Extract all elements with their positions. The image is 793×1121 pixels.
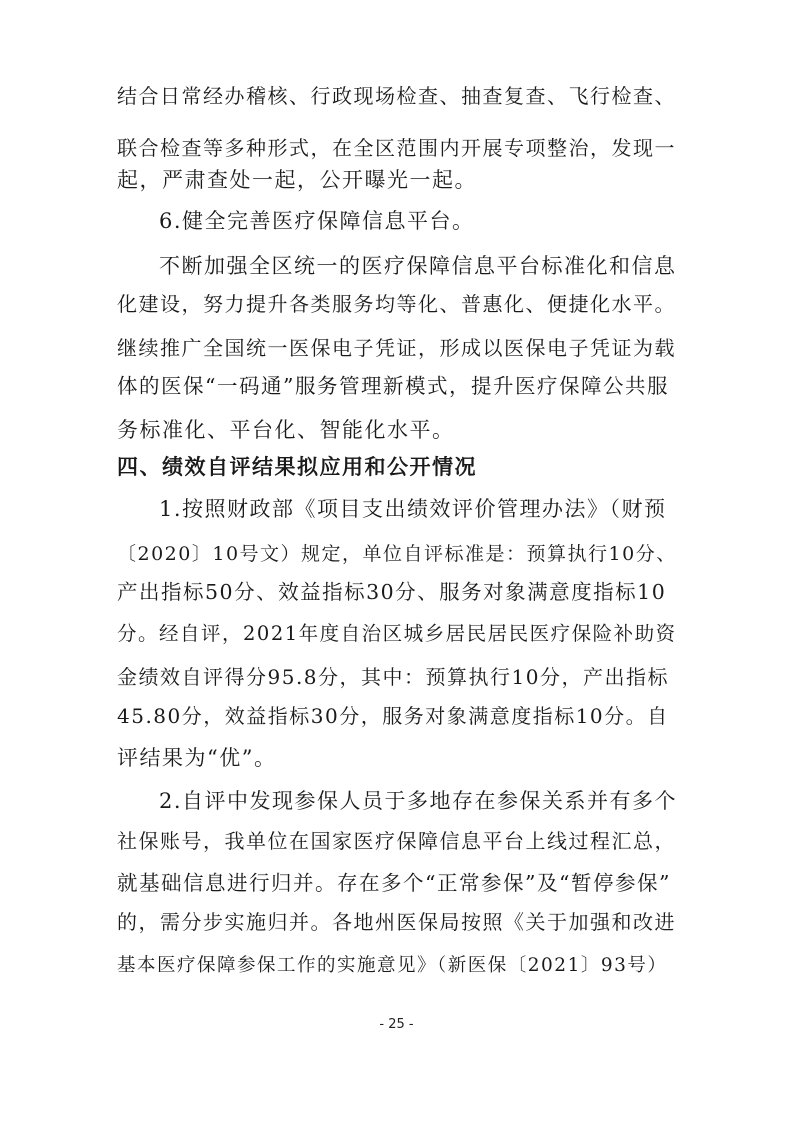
body-text-line: 化建设，努力提升各类服务均等化、普惠化、便捷化水平。 [117, 292, 676, 316]
body-text-line: 产出指标50分、效益指标30分、服务对象满意度指标10 [117, 580, 667, 604]
section-subheading: 6.健全完善医疗保障信息平台。 [159, 209, 475, 233]
body-text-line: 结合日常经办稽核、行政现场检查、抽查复查、飞行检查、 [117, 84, 676, 108]
body-text-line: 1.按照财政部《项目支出绩效评价管理办法》（财预 [159, 497, 667, 521]
body-text-line: 评结果为“优”。 [117, 746, 277, 770]
page-number: - 25 - [379, 1017, 414, 1032]
body-text-line: 45.80分，效益指标30分，服务对象满意度指标10分。自 [117, 704, 669, 728]
body-text-line: 的，需分步实施归并。各地州医保局按照《关于加强和改进 [117, 910, 676, 934]
body-text-line: 不断加强全区统一的医疗保障信息平台标准化和信息 [159, 254, 677, 278]
body-text-line: 2.自评中发现参保人员于多地存在参保关系并有多个 [159, 789, 677, 813]
section-heading: 四、绩效自评结果拟应用和公开情况 [117, 454, 477, 479]
body-text-line: 分。经自评，2021年度自治区城乡居民居民医疗保险补助资 [117, 622, 677, 645]
body-text-line: 基本医疗保障参保工作的实施意见》（新医保〔2021〕93号） [117, 955, 668, 976]
body-text-line: 联合检查等多种形式，在全区范围内开展专项整治，发现一 [117, 136, 676, 160]
body-text-line: 起，严肃查处一起，公开曝光一起。 [117, 168, 477, 192]
body-text-line: 就基础信息进行归并。存在多个“正常参保”及“暂停参保” [117, 871, 671, 895]
body-text-line: 务标准化、平台化、智能化水平。 [117, 418, 455, 442]
body-text-line: 金绩效自评得分95.8分，其中：预算执行10分，产出指标 [117, 665, 669, 689]
body-text-line: 〔2020〕10号文）规定，单位自评标准是：预算执行10分、 [117, 543, 677, 565]
body-text-line: 继续推广全国统一医保电子凭证，形成以医保电子凭证为载 [117, 336, 676, 360]
body-text-line: 社保账号，我单位在国家医疗保障信息平台上线过程汇总， [117, 829, 676, 853]
body-text-line: 体的医保“一码通”服务管理新模式，提升医疗保障公共服 [117, 374, 669, 398]
